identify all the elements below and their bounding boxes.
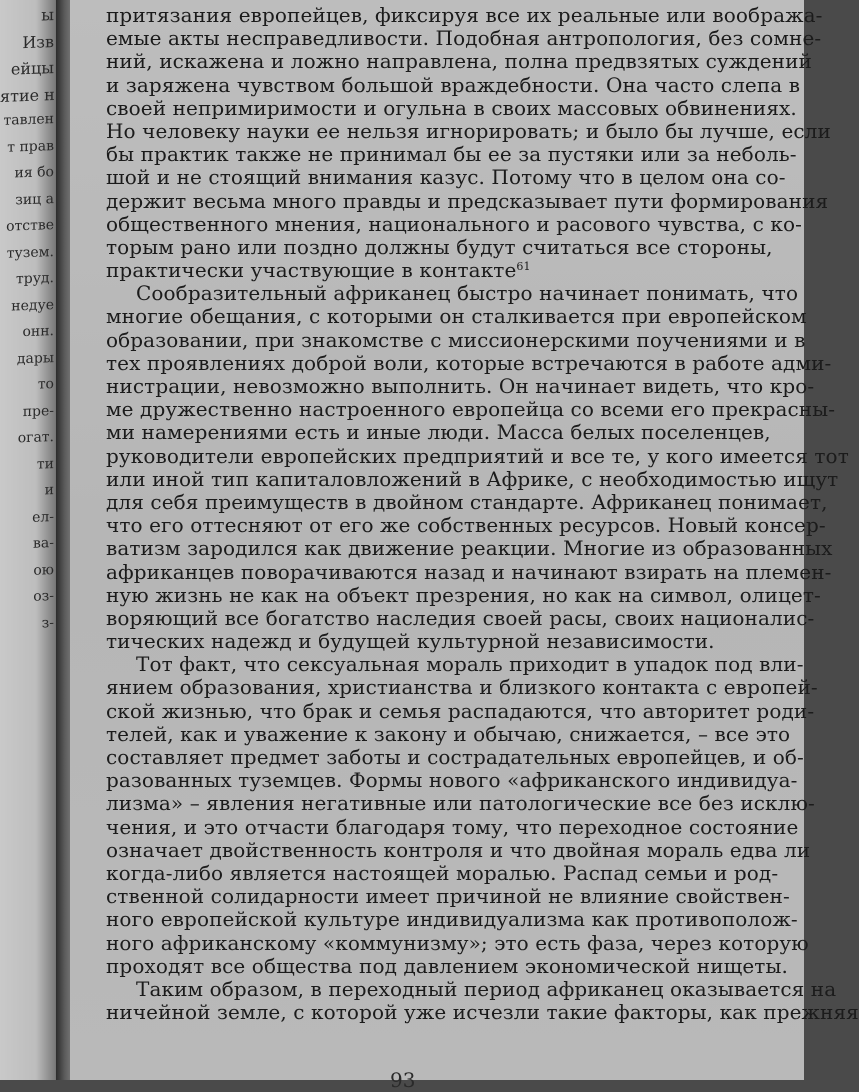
paragraph: [106, 281, 849, 654]
text-line-content: когда-либо является настоящей моралью. Распад семьи и род-: [106, 860, 779, 885]
text-line-content: бы практик также не принимал бы ее за пустяки или за неболь-: [106, 142, 797, 167]
left-page-fragment: ейцы: [10, 58, 54, 79]
text-line: [106, 489, 828, 514]
text-line: [106, 304, 807, 329]
left-page-fragment: то: [37, 376, 54, 393]
text-line: [106, 884, 790, 909]
text-line-content: что его оттесняют от его же собственных ресурсов. Новый консер-: [106, 513, 826, 538]
text-line: [106, 374, 815, 398]
text-line: [106, 259, 754, 282]
text-line-content: Но человеку науки ее нельзя игнорировать; и было бы лучше, если: [106, 118, 831, 143]
text-line: [106, 327, 806, 352]
left-page-fragment: ти: [36, 455, 54, 473]
text-line-content: притязания европейцев, фиксируя все их реальные или вообража-: [106, 3, 823, 27]
paragraph: [106, 3, 831, 283]
text-line-content: торым рано или поздно должны будут считаться все стороны,: [106, 234, 773, 259]
left-page-fragment: з-: [41, 614, 54, 631]
text-line: [106, 443, 849, 468]
left-page-fragment: ел-: [32, 508, 54, 526]
text-line-content: воряющий все богатство наследия своей расы, своих националис-: [106, 605, 815, 630]
text-line-content: янием образования, христианства и близкого контакта с европей-: [106, 675, 818, 700]
text-line-content: ме дружественно настроенного европейца со всеми его прекрасны-: [106, 397, 836, 422]
left-page-fragment: Изв: [22, 31, 54, 52]
text-line: [106, 559, 832, 584]
left-page-fragment: оз-: [33, 588, 54, 605]
text-line: [106, 3, 823, 27]
text-line: [106, 768, 798, 793]
text-line-content: составляет предмет заботы и сострадательных европейцев, и об-: [106, 745, 804, 769]
text-line: [106, 72, 801, 97]
text-line: [106, 791, 815, 816]
text-line-content: ничейной земле, с которой уже исчезли такие факторы, как прежняя: [106, 1000, 859, 1025]
text-line-content: Сообразительный африканец быстро начинает понимать, что: [136, 281, 799, 306]
page-number: 93: [390, 1068, 416, 1092]
text-line: [106, 118, 831, 143]
left-page-fragment: тавлен: [3, 111, 54, 129]
text-line-content: тических надежд и будущей культурной независимости.: [106, 629, 715, 654]
text-line-content: проходят все общества под давлением экономической нищеты.: [106, 953, 788, 978]
text-line: [106, 860, 779, 885]
left-page-fragment: огат.: [17, 429, 54, 447]
text-line-content: шой и не стоящий внимания казус. Потому что в целом она со-: [106, 165, 786, 190]
text-line-content: держит весьма много правды и предсказывает пути формирования: [106, 188, 829, 213]
text-line-content: ного африканскому «коммунизму»; это есть фаза, через которую: [106, 930, 809, 955]
paragraph: [106, 976, 859, 1025]
text-line: [106, 652, 804, 677]
text-line: [106, 536, 833, 561]
text-line: [106, 513, 826, 538]
paragraph: [106, 652, 818, 978]
text-line-content: многие обещания, с которыми он сталкивается при европейском: [106, 304, 807, 329]
left-page-fragment: отстве: [6, 217, 54, 235]
text-line-content: для себя преимуществ в двойном стандарте. Африканец понимает,: [106, 489, 828, 514]
text-line-content: или иной тип капиталовложений в Африке, с необходимостью ищут: [106, 466, 839, 491]
left-page-fragment: ия бо: [14, 164, 54, 182]
text-line-content: ний, искажена и ложно направлена, полна предвзятых суждений: [106, 49, 812, 74]
text-line-content: ного европейской культуре индивидуализма как противополож-: [106, 907, 798, 932]
text-line-content: своей непримиримости и огульна в своих массовых обвинениях.: [106, 95, 797, 120]
left-page-fragment: зиц а: [15, 190, 54, 208]
text-line: [106, 26, 822, 51]
left-page-fragment: дары: [16, 349, 54, 367]
text-line-content: нистрации, невозможно выполнить. Он начинает видеть, что кро-: [106, 374, 815, 398]
text-line: [106, 466, 839, 491]
text-line: [106, 953, 788, 978]
text-line-content: чения, и это отчасти благодаря тому, что переходное состояние: [106, 814, 799, 839]
text-line: [106, 675, 818, 700]
text-line: [106, 281, 799, 306]
text-line: [106, 49, 812, 74]
text-line-content: означает двойственность контроля и что двойная мораль едва ли: [106, 837, 811, 862]
text-line-content: ми намерениями есть и иные люди. Масса белых поселенцев,: [106, 420, 771, 445]
text-line: [106, 582, 821, 607]
text-line: [106, 397, 836, 422]
text-line: [106, 907, 798, 932]
text-line-content: общественного мнения, национального и расового чувства, с ко-: [106, 211, 802, 236]
text-line-content: телей, как и уважение к закону и обычаю, снижается, – все это: [106, 721, 791, 746]
left-page-fragment: недуе: [11, 296, 54, 315]
left-page-fragment: тузем.: [6, 243, 54, 262]
text-line-content: практически участвующие в контакте: [106, 258, 517, 283]
text-line-content: ватизм зародился как движение реакции. Многие из образованных: [106, 536, 833, 561]
text-line: [106, 698, 815, 723]
text-line-content: ную жизнь не как на объект презрения, но как на символ, олицет-: [106, 582, 821, 607]
text-line-content: ственной солидарности имеет причиной не влияние свойствен-: [106, 884, 790, 909]
left-page-fragment: ятие н: [0, 84, 55, 106]
text-line-content: и заряжена чувством большой враждебности. Она часто слепа в: [106, 72, 801, 97]
text-line: [106, 630, 754, 653]
left-page-fragment: пре-: [22, 402, 54, 420]
text-line: [106, 234, 773, 259]
text-line: [106, 721, 791, 746]
text-line-content: емые акты несправедливости. Подобная антропология, без сомне-: [106, 26, 822, 51]
left-page-fragment: т прав: [7, 137, 54, 156]
left-facing-page: [0, 0, 60, 1080]
text-line: [106, 837, 811, 862]
right-page: [70, 0, 859, 1092]
footnote-marker[interactable]: 61: [516, 260, 531, 274]
left-page-fragment: ы: [41, 5, 54, 25]
left-page-fragment: ва-: [33, 535, 54, 552]
text-line: [106, 165, 786, 190]
page-body-text: [106, 3, 859, 1025]
text-line-content: тех проявлениях доброй воли, которые встречаются в работе адми-: [106, 350, 832, 375]
text-line-content: образовании, при знакомстве с миссионерскими поучениями и в: [106, 327, 806, 352]
text-line: [106, 930, 809, 955]
text-line-content: африканцев поворачиваются назад и начинают взирать на племен-: [106, 559, 832, 584]
text-line: [106, 188, 829, 213]
text-line: [106, 605, 815, 630]
text-line: [106, 1000, 859, 1025]
text-line: [106, 814, 799, 839]
text-line-content: Тот факт, что сексуальная мораль приходит в упадок под вли-: [136, 652, 804, 677]
text-line: [106, 420, 771, 445]
text-line-content: разованных туземцев. Формы нового «африканского индивидуа-: [106, 768, 798, 793]
text-line: [106, 211, 802, 236]
text-line-content: лизма» – явления негативные или патологические все без исклю-: [106, 791, 815, 816]
left-page-fragment: труд.: [15, 270, 54, 288]
left-page-fragment: онн.: [22, 323, 54, 341]
left-page-fragment: и: [44, 482, 54, 499]
left-page-fragment: ою: [33, 561, 54, 579]
text-line-content: Таким образом, в переходный период африканец оказывается на: [136, 976, 837, 1001]
text-line-content: ской жизнью, что брак и семья распадаются, что авторитет роди-: [106, 698, 815, 723]
text-line: [106, 142, 797, 167]
text-line: [106, 976, 837, 1001]
text-line: [106, 745, 804, 769]
text-line: [106, 350, 832, 375]
text-line-content: руководители европейских предприятий и все те, у кого имеется тот: [106, 443, 849, 468]
text-line: [106, 95, 797, 120]
